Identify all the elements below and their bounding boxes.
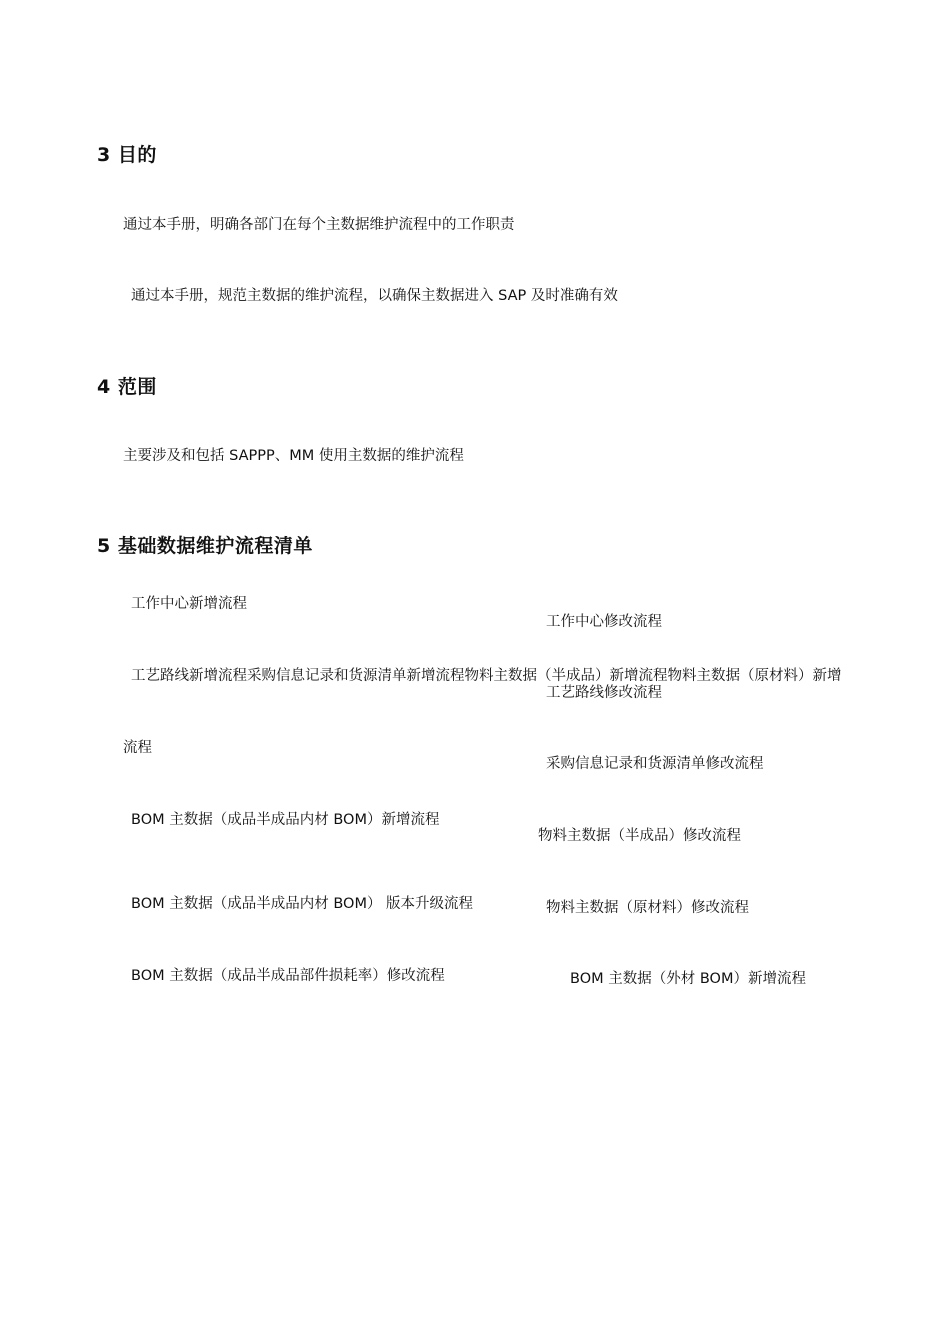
process-list-left-item: 工艺路线新增流程采购信息记录和货源清单新增流程物料主数据（半成品）新增流程物料主数据（原材料）新增	[131, 668, 842, 684]
process-list-right-item: 物料主数据（原材料）修改流程	[546, 900, 749, 916]
purpose-line-1: 通过本手册，明确各部门在每个主数据维护流程中的工作职责	[123, 217, 515, 233]
section-heading-process-list: 5 基础数据维护流程清单	[97, 535, 313, 557]
process-list-left-item: 流程	[123, 740, 152, 756]
section-heading-purpose: 3 目的	[97, 144, 157, 166]
process-list-right-item: 工艺路线修改流程	[546, 685, 662, 701]
process-list-left-item: 工作中心新增流程	[131, 596, 247, 612]
purpose-line-2: 通过本手册，规范主数据的维护流程，以确保主数据进入 SAP 及时准确有效	[131, 288, 618, 304]
process-list-left-item: BOM 主数据（成品半成品部件损耗率）修改流程	[131, 968, 445, 984]
process-list-left-item: BOM 主数据（成品半成品内材 BOM）新增流程	[131, 812, 440, 828]
scope-line-1: 主要涉及和包括 SAPPP、MM 使用主数据的维护流程	[123, 448, 464, 464]
section-heading-scope: 4 范围	[97, 376, 157, 398]
process-list-right-item: 物料主数据（半成品）修改流程	[538, 828, 741, 844]
process-list-right-item: 工作中心修改流程	[546, 614, 662, 630]
process-list-right-item: 采购信息记录和货源清单修改流程	[546, 756, 764, 772]
process-list-right-item: BOM 主数据（外材 BOM）新增流程	[570, 971, 806, 987]
process-list-left-item: BOM 主数据（成品半成品内材 BOM） 版本升级流程	[131, 896, 474, 912]
